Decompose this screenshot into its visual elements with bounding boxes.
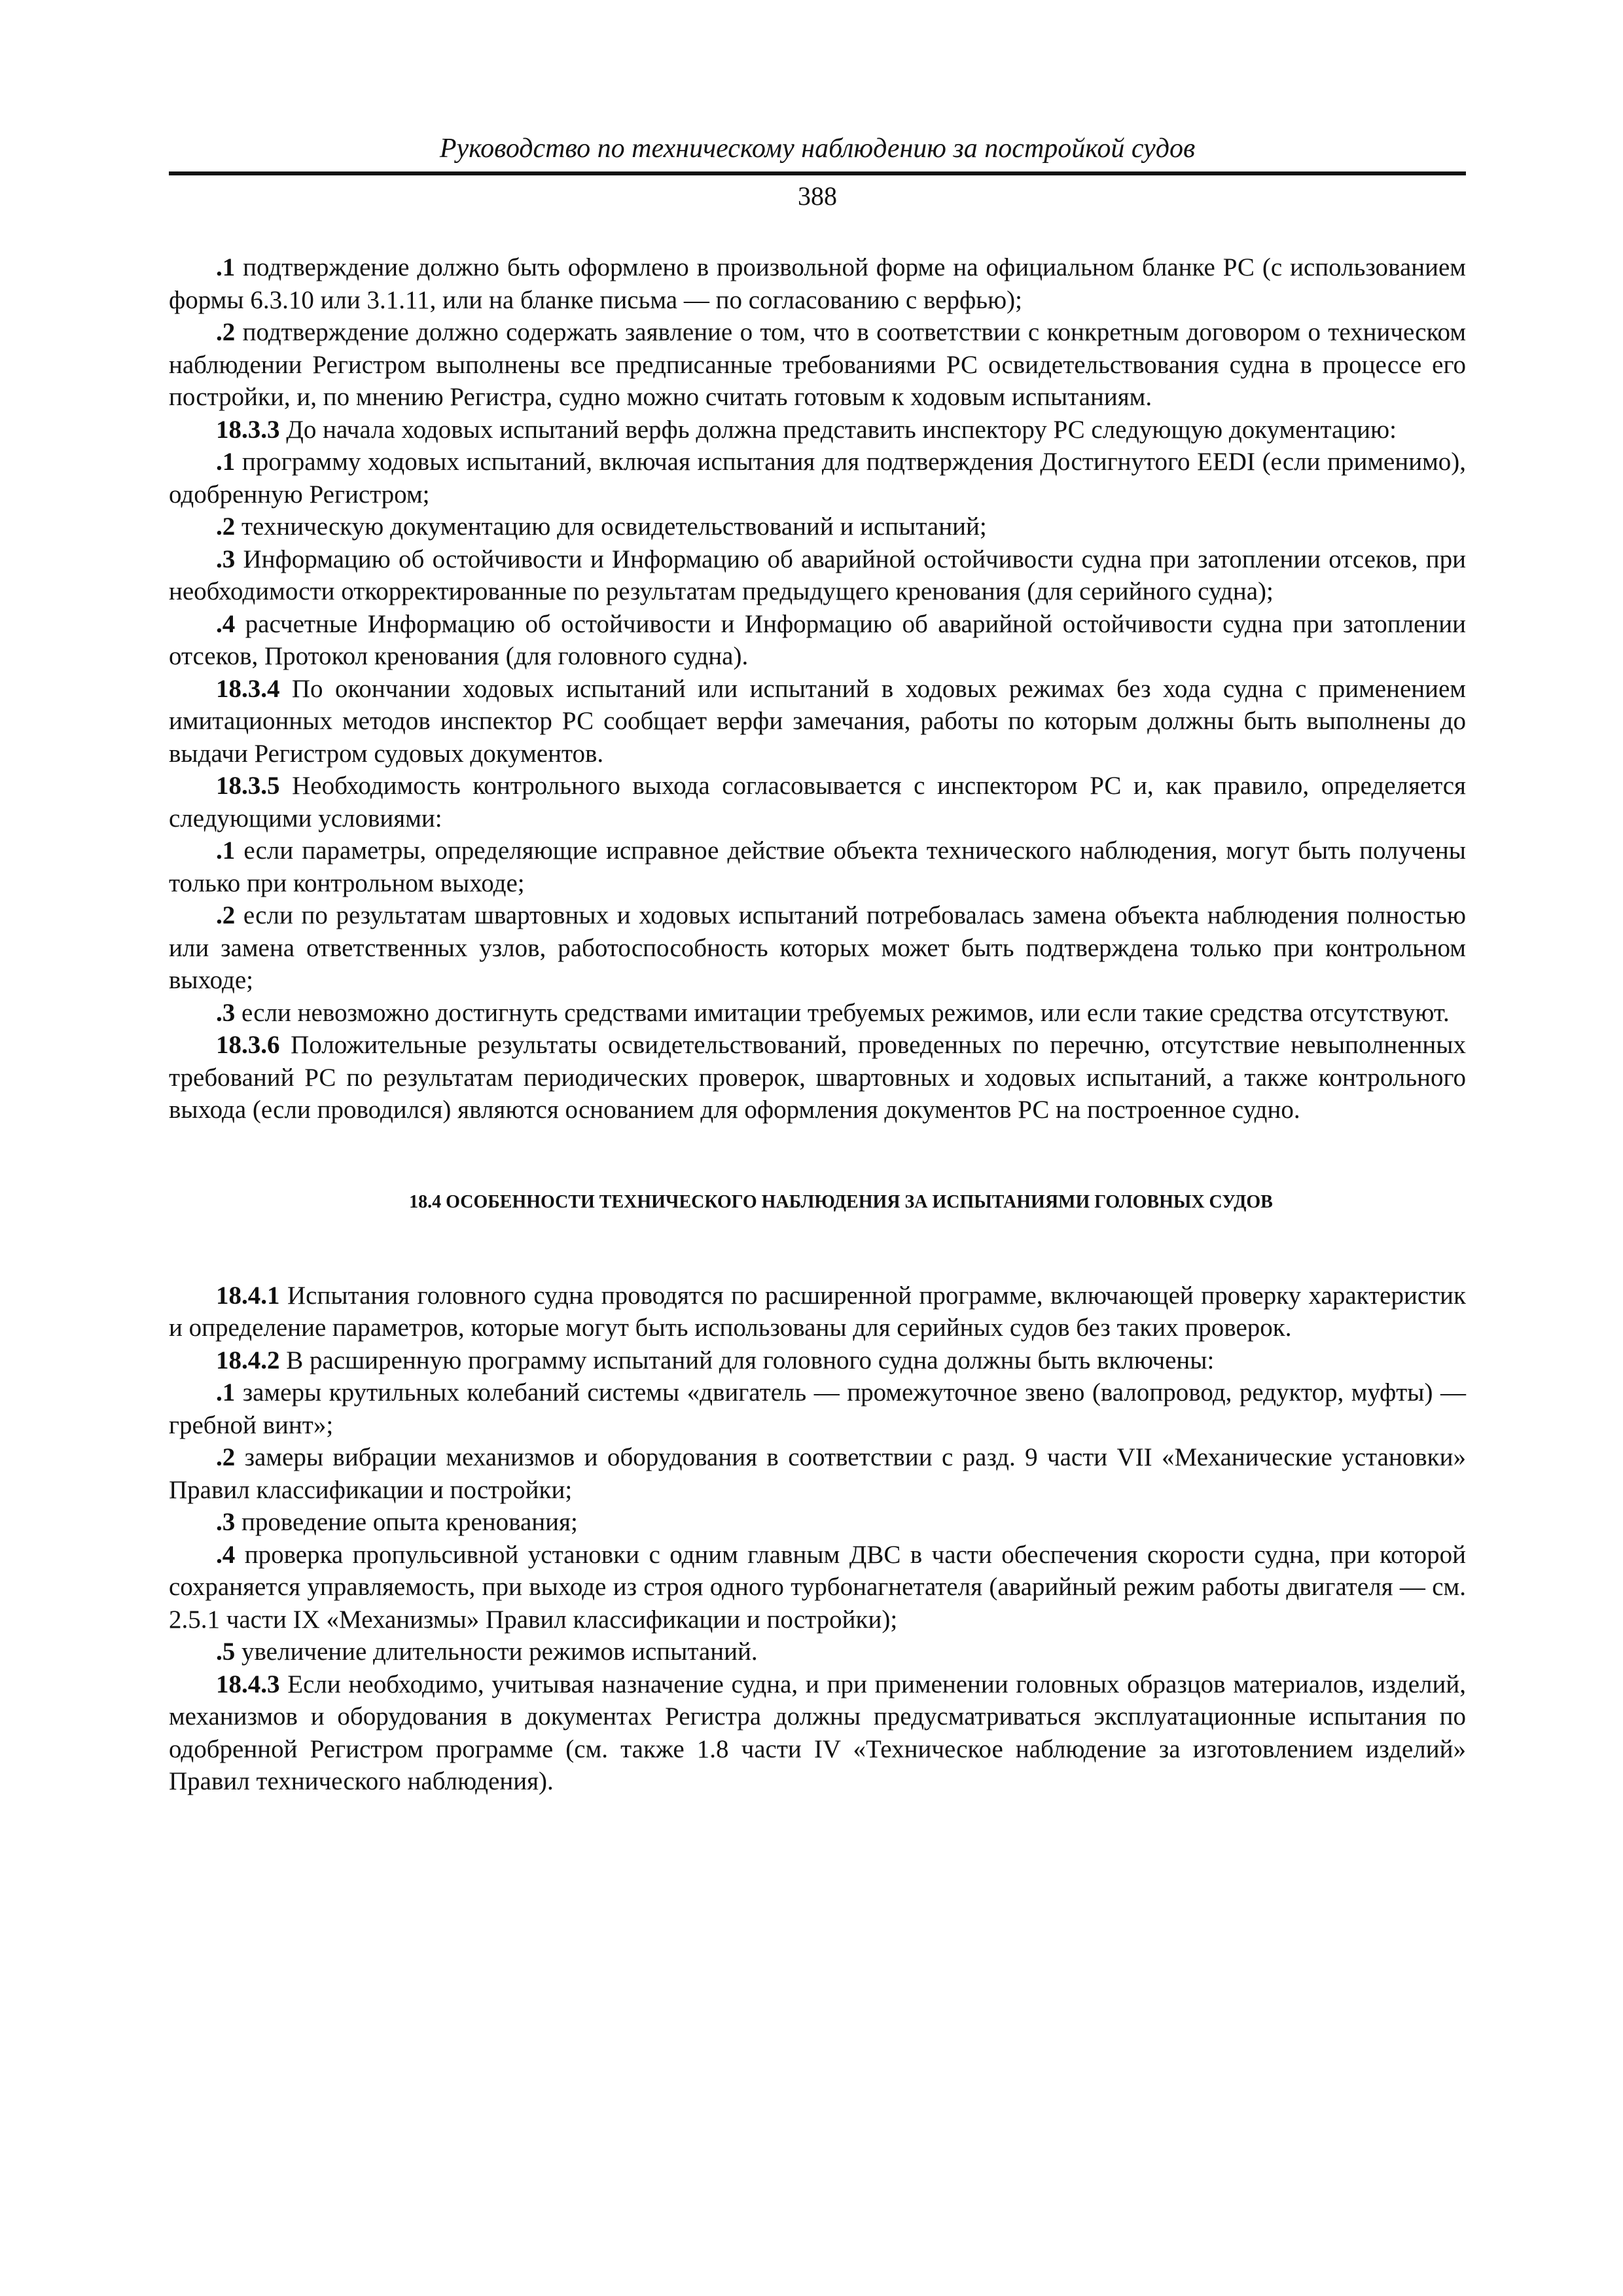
clause-text: замеры вибрации механизмов и оборудования в соответствии с разд. 9 части VII «Механические установки» Правил классификации и постройки;	[169, 1443, 1466, 1504]
document-body	[169, 251, 1466, 1798]
clause-number: .2	[216, 901, 236, 929]
paragraph	[169, 1539, 1466, 1636]
section-18-3-list	[169, 251, 1466, 1126]
clause-number: .2	[216, 318, 236, 346]
clause-number: 18.4.2	[216, 1346, 280, 1374]
paragraph	[169, 1506, 1466, 1539]
clause-text: Если необходимо, учитывая назначение судна, и при применении головных образцов материалов, изделий, механизмов и оборудования в документах Регистра должны предусматриваться эксплуатационные испытания по одобренной Регистром программе (см. также 1.8 части IV «Техническое наблюдение за изготовлением изделий» Правил технического наблюдения).	[169, 1670, 1466, 1795]
clause-number: .3	[216, 1508, 236, 1536]
clause-text: В расширенную программу испытаний для головного судна должны быть включены:	[279, 1346, 1215, 1374]
clause-text: По окончании ходовых испытаний или испытаний в ходовых режимах без хода судна с применением имитационных методов инспектор РС сообщает верфи замечания, работы по которым должны быть выполнены до выдачи Регистром судовых документов.	[169, 674, 1466, 768]
clause-number: 18.4.3	[216, 1670, 280, 1698]
paragraph	[169, 511, 1466, 543]
paragraph	[169, 899, 1466, 997]
clause-text: если невозможно достигнуть средствами имитации требуемых режимов, или если такие средства отсутствуют.	[235, 998, 1450, 1027]
paragraph	[169, 1029, 1466, 1126]
clause-text: расчетные Информацию об остойчивости и Информацию об аварийной остойчивости судна при затоплении отсеков, Протокол кренования (для головного судна).	[169, 609, 1466, 670]
header-rule	[169, 171, 1466, 175]
clause-text: увеличение длительности режимов испытаний.	[235, 1638, 758, 1666]
paragraph	[169, 997, 1466, 1030]
paragraph	[169, 1668, 1466, 1798]
clause-number: .1	[216, 1378, 236, 1407]
clause-text: Информацию об остойчивости и Информацию об аварийной остойчивости судна при затоплении отсеков, при необходимости откорректированные по результатам предыдущего кренования (для серийного судна);	[169, 545, 1466, 605]
clause-number: 18.3.6	[216, 1031, 280, 1059]
clause-text: подтверждение должно содержать заявление о том, что в соответствии с конкретным договором о техническом наблюдении Регистром выполнены все предписанные требованиями РС освидетельствования судна в процессе его постройки, и, по мнению Регистра, судно можно считать готовым к ходовым испытаниям.	[169, 318, 1466, 411]
clause-number: .3	[216, 998, 236, 1027]
paragraph	[169, 446, 1466, 511]
running-header-title: Руководство по техническому наблюдению за постройкой судов	[439, 134, 1196, 164]
clause-number: 18.3.3	[216, 415, 280, 444]
clause-number: .3	[216, 545, 236, 573]
clause-text: проверка пропульсивной установки с одним главным ДВС в части обеспечения скорости судна, при которой сохраняется управляемость, при выходе из строя одного турбонагнетателя (аварийный режим работы двигателя — см. 2.5.1 части IX «Механизмы» Правил классификации и постройки);	[169, 1540, 1466, 1634]
paragraph	[169, 316, 1466, 414]
paragraph	[169, 1636, 1466, 1668]
clause-text: проведение опыта кренования;	[235, 1508, 578, 1536]
section-heading-18-4: 18.4 ОСОБЕННОСТИ ТЕХНИЧЕСКОГО НАБЛЮДЕНИЯ ЗА ИСПЫТАНИЯМИ ГОЛОВНЫХ СУДОВ	[409, 1191, 1273, 1212]
clause-number: .2	[216, 512, 236, 541]
clause-text: замеры крутильных колебаний системы «двигатель — промежуточное звено (валопровод, редуктор, муфты) — гребной винт»;	[169, 1378, 1466, 1439]
clause-number: .2	[216, 1443, 236, 1471]
clause-number: 18.4.1	[216, 1281, 280, 1310]
paragraph	[169, 1344, 1466, 1377]
clause-number: .1	[216, 253, 236, 281]
clause-number: .1	[216, 836, 236, 865]
clause-number: 18.3.4	[216, 674, 280, 703]
clause-text: техническую документацию для освидетельствований и испытаний;	[235, 512, 987, 541]
page-number: 388	[798, 181, 837, 211]
paragraph	[169, 1441, 1466, 1506]
paragraph	[169, 543, 1466, 608]
clause-number: 18.3.5	[216, 772, 280, 800]
clause-text: Положительные результаты освидетельствований, проведенных по перечню, отсутствие невыполненных требований РС по результатам периодических проверок, швартовных и ходовых испытаний, а также контрольного выхода (если проводился) являются основанием для оформления документов РС на построенное судно.	[169, 1031, 1466, 1124]
paragraph	[169, 414, 1466, 446]
clause-text: программу ходовых испытаний, включая испытания для подтверждения Достигнутого EEDI (если применимо), одобренную Регистром;	[169, 448, 1466, 509]
clause-text: если параметры, определяющие исправное действие объекта технического наблюдения, могут быть получены только при контрольном выходе;	[169, 836, 1466, 897]
paragraph	[169, 1376, 1466, 1441]
page-header	[169, 131, 1466, 213]
clause-number: .4	[216, 1540, 236, 1569]
clause-text: Необходимость контрольного выхода согласовывается с инспектором РС и, как правило, определяется следующими условиями:	[169, 772, 1466, 833]
clause-number: .5	[216, 1638, 236, 1666]
clause-number: .4	[216, 609, 236, 638]
section-18-4-list	[169, 1280, 1466, 1798]
clause-text: До начала ходовых испытаний верфь должна представить инспектору РС следующую документацию:	[279, 415, 1397, 444]
clause-text: если по результатам швартовных и ходовых испытаний потребовалась замена объекта наблюдения полностью или замена ответственных узлов, работоспособность которых может быть подтверждена только при контрольном выходе;	[169, 901, 1466, 994]
paragraph	[169, 834, 1466, 899]
clause-text: подтверждение должно быть оформлено в произвольной форме на официальном бланке РС (с использованием формы 6.3.10 или 3.1.11, или на бланке письма — по согласованию с верфью);	[169, 253, 1466, 314]
clause-text: Испытания головного судна проводятся по расширенной программе, включающей проверку характеристик и определение параметров, которые могут быть использованы для серийных судов без таких проверок.	[169, 1281, 1466, 1342]
paragraph	[169, 608, 1466, 673]
paragraph	[169, 770, 1466, 834]
paragraph	[169, 673, 1466, 770]
clause-number: .1	[216, 448, 236, 476]
paragraph	[169, 251, 1466, 316]
paragraph	[169, 1280, 1466, 1344]
